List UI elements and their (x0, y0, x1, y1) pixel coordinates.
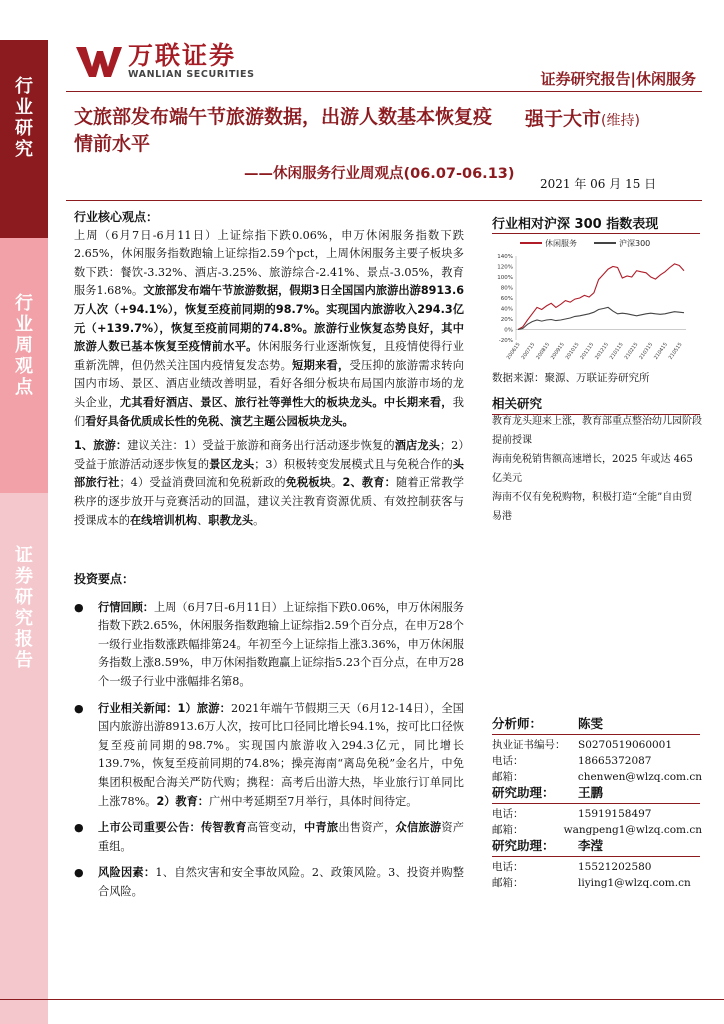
y-tick-label: 100% (497, 275, 513, 281)
x-tick-label: 201015 (564, 341, 581, 361)
text-bold: 中青旅 (303, 821, 339, 835)
bullet-industry-news (74, 700, 464, 812)
related-item[interactable]: 海南不仅有免税购物，积极打造“全能”自由贸易港 (492, 492, 693, 522)
analyst-header (492, 716, 702, 732)
series-line (518, 307, 684, 329)
y-tick-label: 20% (500, 317, 513, 323)
text: 上周（6月7日-6月11日）上证综指下跌0.06%，申万休闲服务指数下跌2.65%，休闲服务指数跑输上证综指2.59个pct，上周休闲服务主要子板块多数下跌：餐饮-3.32%、酒店-3.25%、旅游综合-2.41%、景点-3.05%，教育服务1.68%。 (74, 228, 464, 298)
text: 广州中考延期至7月举行，具体时间待定。 (208, 794, 418, 808)
text: 、 (197, 513, 209, 527)
analyst-name: 陈雯 (578, 716, 604, 731)
contact-value[interactable]: liying1@wlzq.com.cn (578, 877, 691, 889)
y-tick-label: 140% (497, 254, 513, 260)
text-bold: 文旅部发布端午节旅游数据，假期3日全国国内旅游出游8913.6万人次（+94.1%），恢复至疫前同期的98.7%。实现国内旅游收入294.3亿元（+139.7%），恢复至疫前同期的74.8%。旅游行业恢复态势良好，其中旅游人数已基本恢复至疫情前水平。 (74, 284, 464, 354)
text-bold: 短期来看， (292, 358, 350, 372)
report-title: 文旅部发布端午节旅游数据，出游人数基本恢复疫情前水平 (74, 106, 493, 155)
analyst-contact-row (492, 737, 702, 753)
bullet-company-announcements (74, 819, 464, 856)
x-tick-label: 210215 (623, 341, 640, 361)
text-bold: 众信旅游 (395, 821, 442, 835)
y-tick-label: 120% (497, 264, 513, 271)
x-tick-label: 200615 (505, 341, 522, 361)
sidebar-label: 行业周观点 (15, 293, 33, 398)
analyst-name: 王鹏 (578, 785, 604, 800)
text: ；4）受益消费回流和免税新政的 (119, 476, 286, 490)
logo-text-cn: 万联证券 (128, 40, 237, 70)
core-view-section (74, 208, 464, 530)
text-bold: 行业相关新闻：1）旅游： (98, 701, 231, 715)
text-bold: 1、旅游： (74, 439, 128, 453)
header-divider (66, 91, 702, 92)
investment-points-heading: 投资要点： (74, 572, 135, 586)
rating-note: (维持) (601, 113, 640, 129)
x-tick-label: 210315 (638, 341, 655, 361)
text-bold: 行情回顾： (98, 600, 154, 614)
text: 随着正常教学秩序的逐步放开与竞赛活动的回温，建议关注教育资源优质、有效控制获客与授课成本的 (74, 476, 464, 527)
contact-value: 18665372087 (578, 755, 652, 767)
contact-value[interactable]: chenwen@wlzq.com.cn (577, 771, 702, 783)
text: 2021年端午节假期三天（6月12-14日），全国国内旅游出游8913.6万人次，按可比口径同比增长94.1%，按可比口径恢复至疫前同期的98.7%。实现国内旅游收入294.3亿元，同比增长139.7%，恢复至疫前同期的74.8%；操亮海南“离岛免税”金名片，中免集团积极配合海关严防代购；携程：高考后出游大热，毕业旅行订单同比上涨78%。 (98, 701, 464, 808)
legend-label: 休闲服务 (545, 239, 577, 248)
related-item[interactable]: 海南免税销售额高速增长，2025 年或达 465 亿美元 (492, 454, 693, 484)
contact-label: 邮箱： (492, 877, 524, 889)
text-bold: 职教龙头 (208, 513, 254, 527)
contact-label: 电话： (492, 861, 524, 873)
rating-label: 强于大市 (525, 108, 602, 130)
analyst-role: 研究助理： (492, 785, 555, 800)
contact-label: 执业证书编号： (492, 739, 566, 751)
report-date: 2021 年 06 月 15 日 (540, 177, 657, 191)
analyst-contact-row (492, 753, 702, 769)
y-tick-label: -20% (498, 338, 513, 344)
text: 我们 (74, 395, 464, 428)
text: ；3）积极转变发展模式且与免税合作的 (254, 457, 453, 471)
analyst-divider (492, 803, 700, 804)
contact-value: 15521202580 (578, 861, 652, 873)
analyst-contact-row (492, 859, 702, 875)
text-bold: 看好具备优质成长性的免税、演艺主题公园板块龙头。 (85, 414, 354, 428)
analyst-contact-row (492, 822, 702, 838)
y-tick-label: 0% (504, 327, 513, 334)
core-view-paragraph (74, 227, 464, 432)
text-bold: 尤其看好酒店、景区、旅行社等弹性大的板块龙头。中长期来看， (119, 395, 453, 409)
y-tick-label: 80% (500, 285, 513, 292)
analyst-section (492, 716, 702, 891)
y-tick-label: 60% (500, 296, 513, 302)
footer-divider (0, 999, 724, 1000)
series-line (518, 264, 684, 330)
sidebar-label: 证券研究报告 (15, 545, 33, 671)
contact-value[interactable]: wangpeng1@wlzq.com.cn (563, 824, 702, 836)
analyst-divider (492, 856, 700, 857)
analyst-header (492, 838, 702, 854)
wanlian-logo-icon (74, 41, 124, 81)
x-tick-label: 200815 (535, 341, 552, 361)
logo-text-en: WANLIAN SECURITIES (128, 68, 255, 80)
text: 1、自然灾害和安全事故风险。2、政策风险。3、投资并购整合风险。 (98, 866, 464, 898)
x-tick-label: 200915 (549, 341, 566, 361)
text-bold: 传智教育 (200, 821, 247, 835)
analyst-divider (492, 734, 700, 735)
sidebar-weekly-view (0, 238, 48, 493)
analyst-contact-row (492, 769, 702, 785)
text: 出售资产， (338, 821, 396, 835)
analyst-contact-row (492, 875, 702, 891)
text-bold: 酒店龙头 (394, 439, 440, 453)
text: ；2）受益于旅游活动逐步恢复的 (74, 439, 464, 471)
industry-rating (525, 104, 640, 131)
core-view-heading: 行业核心观点： (74, 210, 159, 224)
text: 。 (253, 513, 265, 527)
title-divider (66, 200, 702, 201)
x-tick-label: 210515 (667, 341, 684, 361)
relative-performance-chart (490, 236, 698, 366)
investment-points-section (74, 572, 464, 910)
text-bold: 2）教育： (156, 794, 209, 808)
chart-title: 行业相对沪深 300 指数表现 (492, 217, 659, 232)
text: 高管变动， (246, 821, 304, 835)
analyst-contact-row (492, 806, 702, 822)
text-bold: 风险因素： (98, 866, 156, 880)
data-source: 数据来源：聚源、万联证券研究所 (492, 372, 650, 384)
chart-divider (492, 233, 700, 234)
text: 资产重组。 (98, 821, 464, 853)
report-type: 证券研究报告|休闲服务 (540, 70, 696, 88)
contact-label: 电话： (492, 808, 524, 820)
legend-label: 沪深300 (619, 239, 651, 248)
contact-value: 15919158497 (578, 808, 652, 820)
bullet-market-review (74, 599, 464, 692)
bullet-risk-factors (74, 864, 464, 901)
analyst-name: 李滢 (578, 838, 604, 853)
x-tick-label: 210415 (653, 341, 669, 361)
contact-value: S0270519060001 (578, 739, 673, 751)
text-bold: 在线培训机构 (129, 513, 198, 527)
sidebar-label: 行业研究 (15, 76, 33, 160)
sidebar-industry-research (0, 40, 48, 238)
text-bold: 2、教育： (342, 476, 396, 490)
x-tick-label: 210115 (608, 341, 625, 361)
sector-paragraph (74, 437, 464, 530)
contact-label: 邮箱： (492, 771, 524, 783)
text-bold: 免税板块 (285, 476, 332, 490)
analyst-role: 研究助理： (492, 838, 555, 853)
analyst-header (492, 785, 702, 801)
related-research-heading: 相关研究 (492, 394, 700, 415)
x-tick-label: 200715 (520, 341, 537, 361)
x-tick-label: 201115 (579, 341, 596, 361)
y-tick-label: 40% (500, 306, 513, 313)
text-bold: 上市公司重要公告： (98, 821, 201, 835)
related-item[interactable]: 教育龙头迎来上涨，教育部重点整治幼儿园阶段提前授课 (492, 416, 702, 446)
contact-label: 电话： (492, 755, 524, 767)
related-research-list (492, 412, 702, 526)
text-bold: 头部旅行社 (74, 457, 464, 490)
text-bold: 景区龙头 (209, 457, 255, 471)
text: 上周（6月7日-6月11日）上证综指下跌0.06%，申万休闲服务指数下跌2.65%，休闲服务指数跑输上证综指2.59个百分点，在申万28个一级行业指数涨跌幅排第24。年初至今上证综指上涨3.36%，申万休闲服务指数上涨8.59%，申万休闲指数跑赢上证综指5.23个百分点，在申万28个一级子行业中涨幅排名第8。 (98, 600, 464, 688)
company-logo (74, 36, 255, 86)
x-tick-label: 201215 (594, 341, 611, 361)
contact-label: 邮箱： (492, 824, 524, 836)
text: 受压抑的旅游需求转向国内市场、景区、酒店业绩改善明显，看好各细分板块布局国内旅游市场的龙头企业， (74, 358, 464, 409)
text: 建议关注：1）受益于旅游和商务出行活动逐步恢复的 (127, 439, 395, 453)
report-subtitle: ——休闲服务行业周观点(06.07-06.13) (244, 166, 515, 182)
sidebar-securities-report (0, 493, 48, 1024)
analyst-role: 分析师： (492, 716, 543, 731)
text: 。 (331, 476, 343, 490)
text: 休闲服务行业逐渐恢复，且疫情使得行业重新洗牌，但仍然关注国内疫情复发态势。 (74, 340, 464, 372)
